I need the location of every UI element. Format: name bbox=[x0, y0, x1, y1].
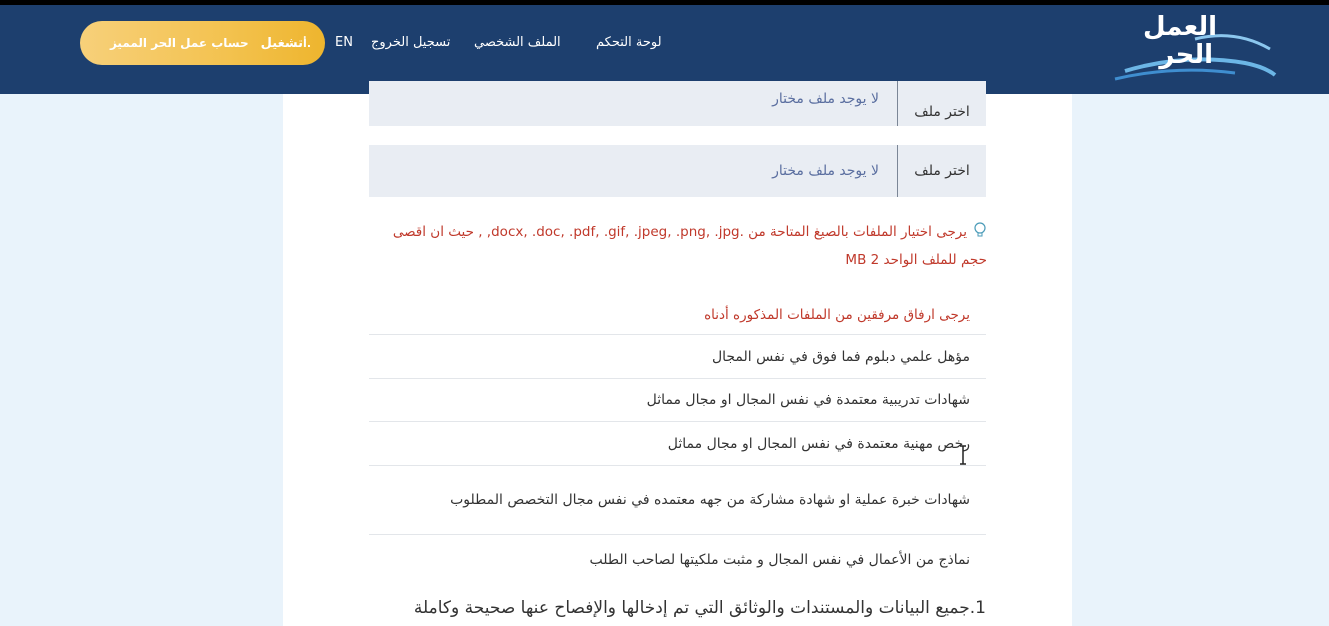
nav-logout-link[interactable]: تسجيل الخروج bbox=[371, 35, 451, 50]
attachments-header: يرجى ارفاق مرفقين من الملفات المذكوره أدناه bbox=[369, 295, 986, 335]
file-format-hint bbox=[365, 218, 987, 274]
premium-brand-small: أ. bbox=[303, 36, 311, 50]
logo-line2: الحر bbox=[1159, 40, 1213, 70]
list-item: نماذج من الأعمال في نفس المجال و مثبت ملكيتها لصاحب الطلب bbox=[589, 552, 970, 568]
choose-file-button-2[interactable]: اختر ملف bbox=[897, 145, 986, 197]
logo-line1: العمل bbox=[1143, 12, 1217, 42]
list-item: مؤهل علمي دبلوم فما فوق في نفس المجال bbox=[369, 335, 986, 379]
text-cursor-icon bbox=[958, 445, 968, 465]
lightbulb-icon bbox=[973, 222, 987, 238]
declaration-text: 1.جميع البيانات والمستندات والوثائق التي تم إدخالها والإفصاح عنها صحيحة وكاملة bbox=[413, 598, 986, 618]
nav-dashboard-link[interactable]: لوحة التحكم bbox=[596, 35, 662, 50]
language-switch[interactable]: EN bbox=[335, 35, 353, 50]
file-input-1[interactable] bbox=[369, 81, 986, 126]
hint-text: يرجى اختيار الملفات بالصيغ المتاحة من .docx, .doc, .pdf, .gif, .jpeg, .png, .jpg, , حيث ان اقصى حجم للملف الواحد MB 2 bbox=[392, 224, 987, 268]
choose-file-button-1[interactable]: اختر ملف bbox=[897, 81, 986, 126]
premium-brand-logo bbox=[257, 36, 311, 51]
list-item: رخص مهنية معتمدة في نفس المجال او مجال مماثل bbox=[369, 422, 986, 466]
file-input-2[interactable] bbox=[369, 145, 986, 197]
file-status-2: لا يوجد ملف مختار bbox=[772, 163, 879, 179]
logo-graphic bbox=[1105, 9, 1280, 85]
file-status-1: لا يوجد ملف مختار bbox=[772, 91, 879, 107]
premium-account-button[interactable] bbox=[80, 21, 325, 65]
premium-label: حساب عمل الحر المميز bbox=[109, 36, 249, 50]
attachments-list bbox=[369, 295, 986, 585]
list-item: شهادات تدريبية معتمدة في نفس المجال او مجال مماثل bbox=[369, 379, 986, 422]
nav-profile-link[interactable]: الملف الشخصي bbox=[474, 35, 561, 50]
list-item: شهادات خبرة عملية او شهادة مشاركة من جهه معتمده في نفس مجال التخصص المطلوب bbox=[369, 466, 986, 535]
premium-brand-name: تشغيل bbox=[260, 35, 304, 51]
site-logo[interactable] bbox=[1105, 9, 1280, 85]
